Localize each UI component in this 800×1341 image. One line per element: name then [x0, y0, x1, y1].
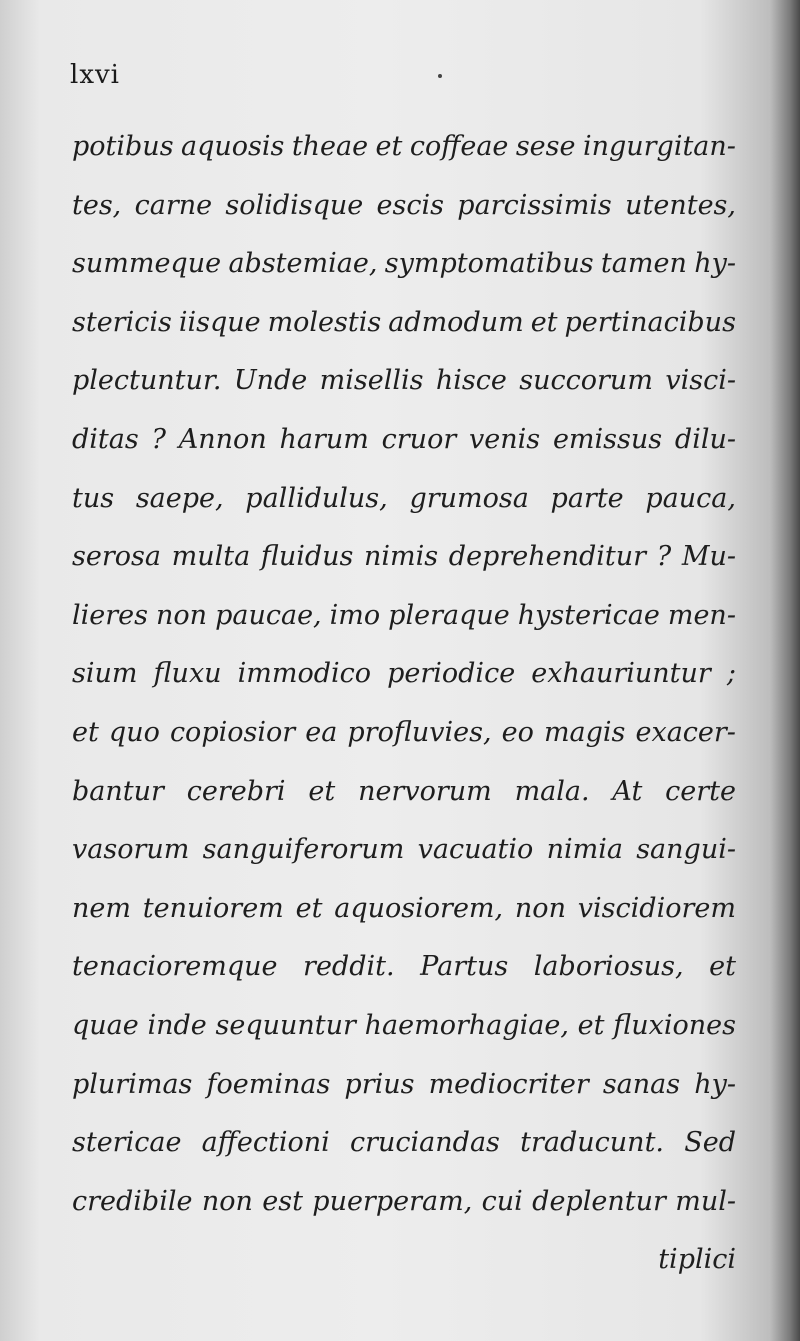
text-line: potibus aquosis theae et coffeae sese ingurgitan-	[72, 131, 736, 162]
text-line: quae inde sequuntur haemorhagiae, et fluxiones	[72, 1009, 736, 1041]
body-text	[72, 118, 736, 1290]
text-line: tus saepe, pallidulus, grumosa parte pauca,	[72, 482, 736, 514]
text-line: nem tenuiorem et aquosiorem, non viscidiorem	[72, 892, 736, 924]
text-line: et quo copiosior ea profluvies, eo magis exacer-	[72, 716, 736, 748]
text-line: vasorum sanguiferorum vacuatio nimia sangui-	[72, 834, 736, 866]
text-line: serosa multa fluidus nimis deprehenditur ? Mu-	[72, 541, 736, 573]
text-line: stericae affectioni cruciandas traducunt. Sed	[72, 1127, 736, 1159]
text-line: plurimas foeminas prius mediocriter sanas hy-	[72, 1068, 736, 1100]
text-line: credibile non est puerperam, cui deplentur mul-	[72, 1185, 736, 1217]
text-line: lieres non paucae, imo pleraque hystericae men-	[72, 599, 736, 631]
text-line: summeque abstemiae, symptomatibus tamen hy-	[72, 248, 736, 280]
text-line: tes, carne solidisque escis parcissimis utentes,	[72, 189, 736, 221]
text-line: tenacioremque reddit. Partus laboriosus, et	[72, 951, 736, 983]
page-number: lxvi	[70, 60, 120, 90]
text-line: stericis iisque molestis admodum et pertinacibus	[72, 306, 736, 338]
text-line: sium fluxu immodico periodice exhauriuntur ;	[72, 658, 736, 690]
text-line: bantur cerebri et nervorum mala. At certe	[72, 775, 736, 807]
ink-speck	[438, 74, 442, 78]
text-line: ditas ? Annon harum cruor venis emissus dilu-	[72, 423, 736, 455]
catchword: tiplici	[658, 1244, 736, 1276]
text-line: plectuntur. Unde misellis hisce succorum visci-	[72, 365, 736, 397]
